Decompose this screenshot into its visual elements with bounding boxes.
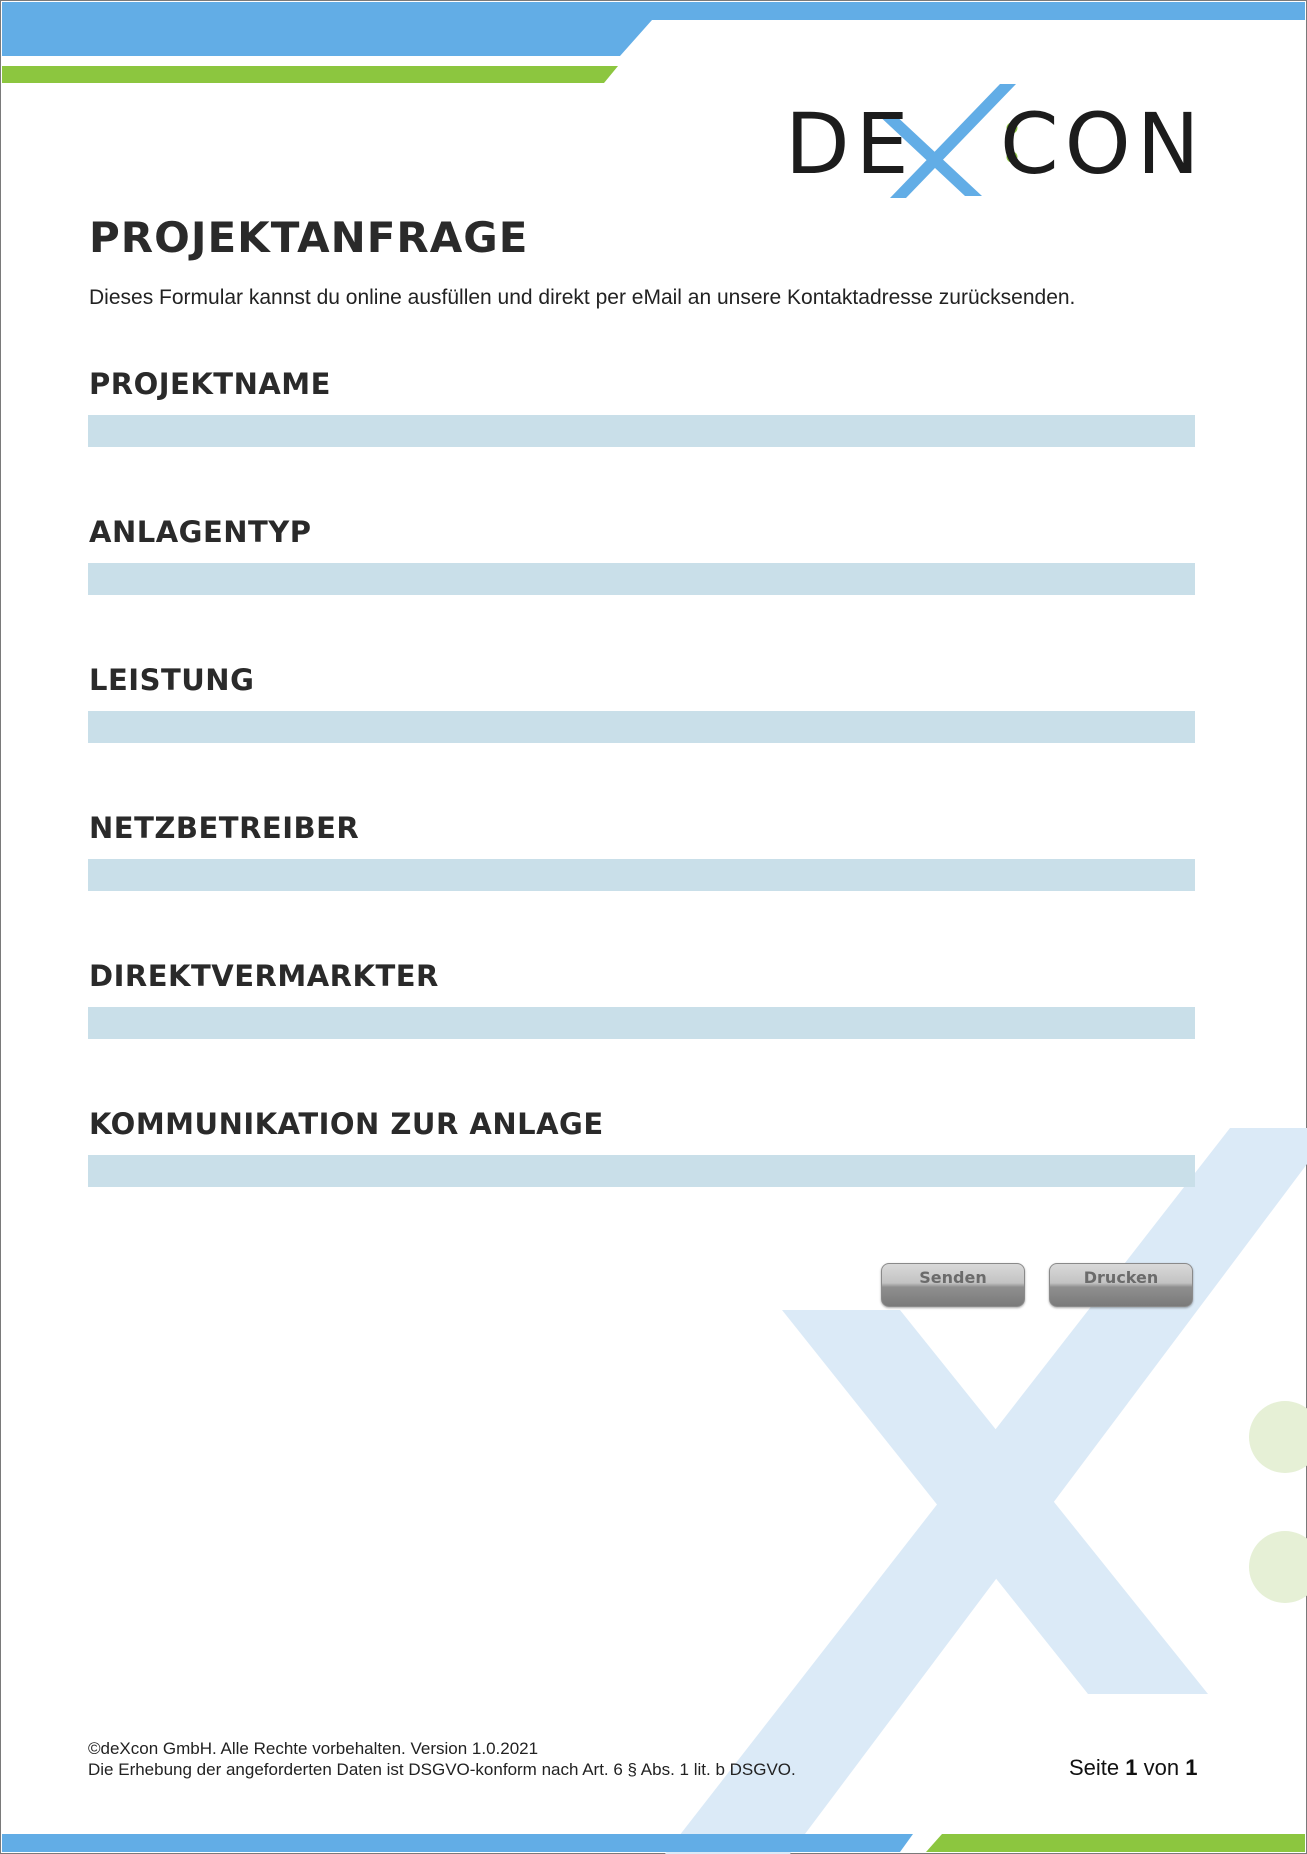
anlagentyp-input[interactable] <box>88 563 1195 595</box>
page-total: 1 <box>1185 1755 1198 1780</box>
page-number <box>1069 1755 1198 1781</box>
page-title: PROJEKTANFRAGE <box>89 213 529 262</box>
top-blue-bar <box>2 2 1305 56</box>
label-anlagentyp: ANLAGENTYP <box>89 515 312 549</box>
logo-text-left: DE <box>785 95 915 193</box>
label-leistung: LEISTUNG <box>89 663 255 697</box>
footer-text <box>88 1738 796 1780</box>
footer-copyright: ©deXcon GmbH. Alle Rechte vorbehalten. Version 1.0.2021 <box>88 1739 539 1758</box>
page-current: 1 <box>1125 1755 1138 1780</box>
top-green-bar <box>2 66 618 83</box>
leistung-input[interactable] <box>88 711 1195 743</box>
bottom-blue-bar <box>2 1834 913 1852</box>
watermark-dot-bottom <box>1249 1531 1307 1603</box>
footer-gdpr: Die Erhebung der angeforderten Daten ist DSGVO-konform nach Art. 6 § Abs. 1 lit. b DSGVO. <box>88 1760 796 1779</box>
netzbetreiber-input[interactable] <box>88 859 1195 891</box>
send-button[interactable]: Senden <box>881 1263 1025 1307</box>
label-projektname: PROJEKTNAME <box>89 367 331 401</box>
kommunikation-input[interactable] <box>88 1155 1195 1187</box>
dexcon-logo <box>785 82 1205 202</box>
label-direktvermarkter: DIREKTVERMARKTER <box>89 959 439 993</box>
intro-text: Dieses Formular kannst du online ausfüllen und direkt per eMail an unsere Kontaktadresse zurücksenden. <box>89 286 1076 309</box>
page-prefix: Seite <box>1069 1755 1120 1780</box>
label-kommunikation: KOMMUNIKATION ZUR ANLAGE <box>89 1107 604 1141</box>
page-sep: von <box>1143 1755 1180 1780</box>
direktvermarkter-input[interactable] <box>88 1007 1195 1039</box>
watermark-dot-top <box>1249 1401 1307 1473</box>
projektname-input[interactable] <box>88 415 1195 447</box>
label-netzbetreiber: NETZBETREIBER <box>89 811 360 845</box>
print-button[interactable]: Drucken <box>1049 1263 1193 1307</box>
logo-text-right: CON <box>1000 95 1206 193</box>
bottom-green-bar <box>926 1834 1305 1852</box>
